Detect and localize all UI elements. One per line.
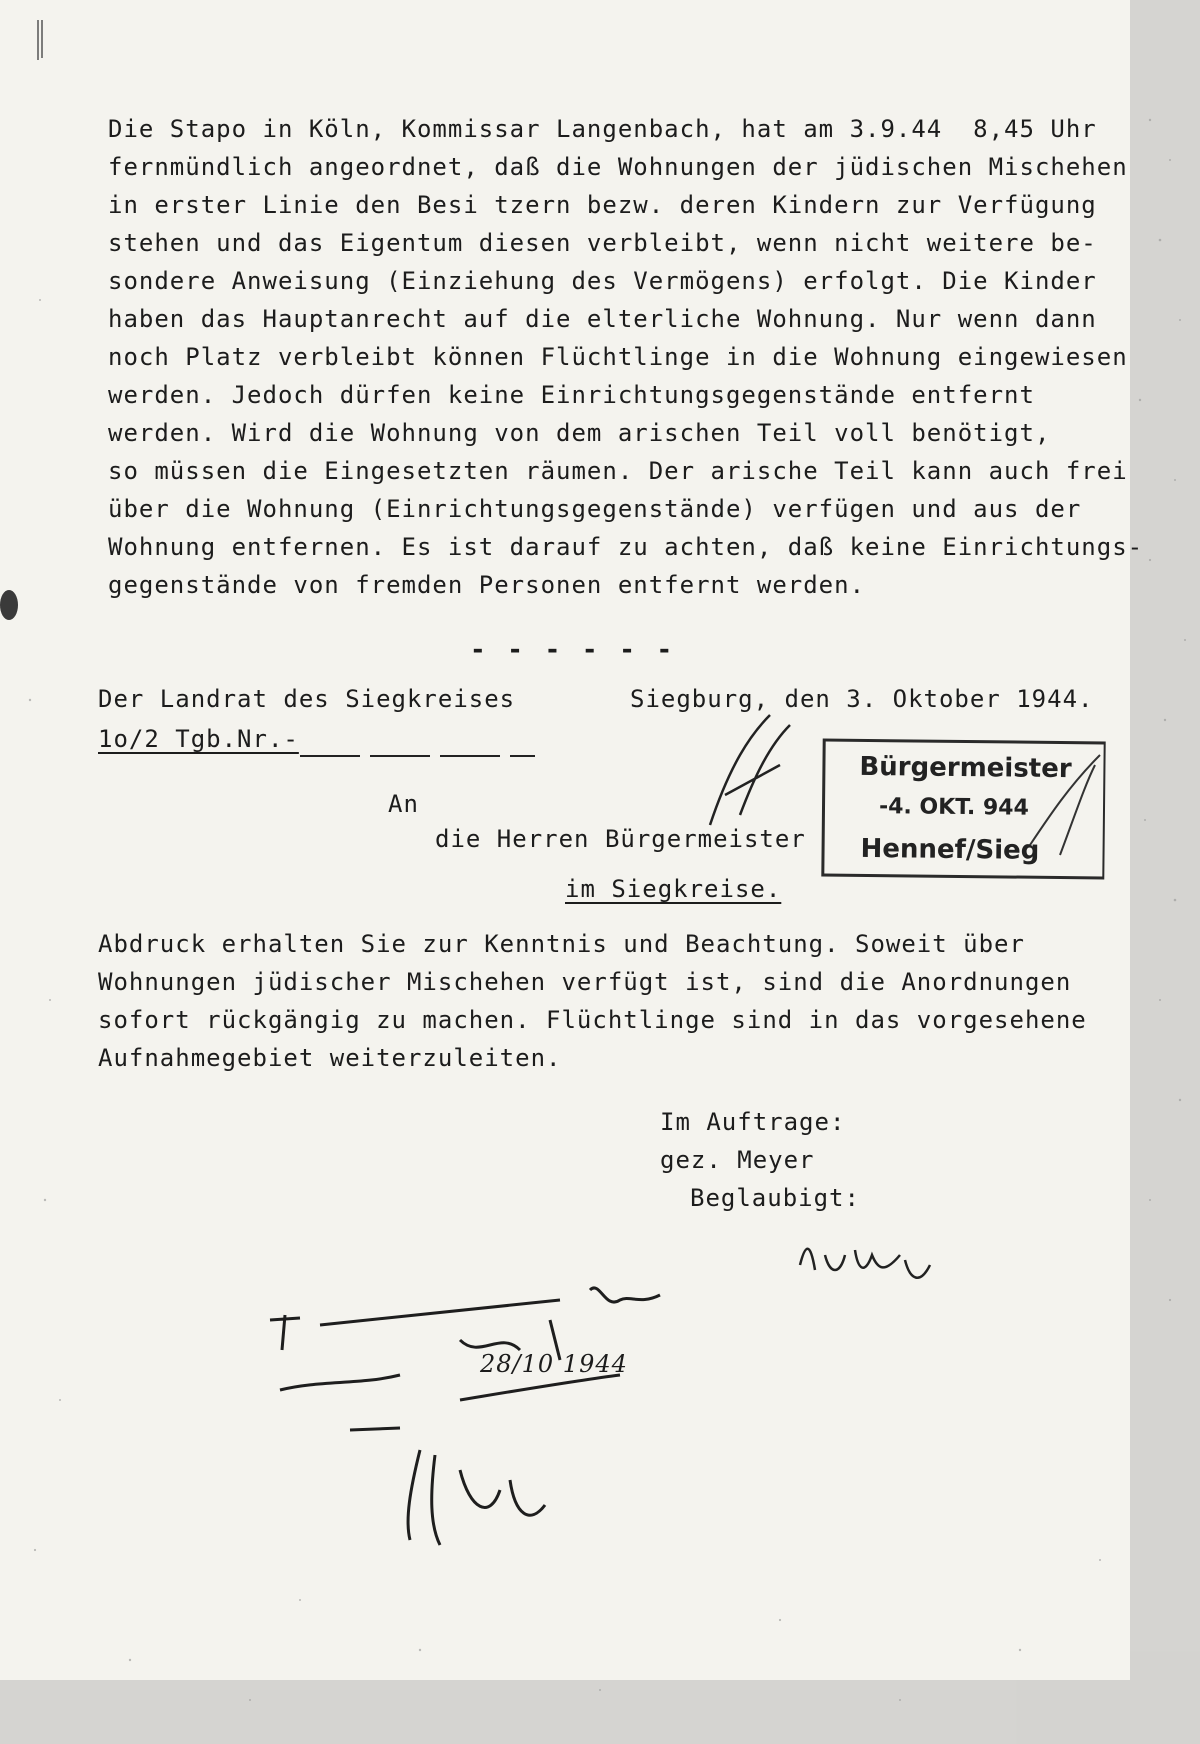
address-district: im Siegkreise. xyxy=(565,875,782,903)
handwritten-signature xyxy=(790,1225,940,1295)
handwritten-initials xyxy=(700,705,820,835)
text-line: gegenstände von fremden Personen entfernt werden. xyxy=(108,571,866,599)
signature-certified: Beglaubigt: xyxy=(690,1184,860,1212)
stamp-scribble xyxy=(1020,745,1120,865)
stamp-date: -4. OKT. 944 xyxy=(878,794,1029,821)
text-line: werden. Jedoch dürfen keine Einrichtungsgegenstände entfernt xyxy=(108,381,1035,409)
punch-hole xyxy=(0,590,18,620)
separator-dashes: - - - - - - xyxy=(470,635,676,665)
address-recipient: die Herren Bürgermeister xyxy=(435,825,806,853)
address-to: An xyxy=(388,790,419,818)
text-line: so müssen die Eingesetzten räumen. Der arische Teil kann auch frei xyxy=(108,457,1128,485)
signature-name: gez. Meyer xyxy=(660,1146,815,1174)
text-line: Abdruck erhalten Sie zur Kenntnis und Beachtung. Soweit über xyxy=(98,930,1025,958)
stamp-place: Hennef/Sieg xyxy=(860,833,1040,866)
stamp-office: Bürgermeister xyxy=(859,751,1072,785)
text-line: werden. Wird die Wohnung von dem arischen Teil voll benötigt, xyxy=(108,419,1051,447)
text-line: sondere Anweisung (Einziehung des Vermögens) erfolgt. Die Kinder xyxy=(108,267,1097,295)
text-line: haben das Hauptanrecht auf die elterliche Wohnung. Nur wenn dann xyxy=(108,305,1097,333)
text-line: stehen und das Eigentum diesen verbleibt, wenn nicht weitere be- xyxy=(108,229,1097,257)
text-line: Wohnungen jüdischer Mischehen verfügt ist, sind die Anordnungen xyxy=(98,968,1072,996)
text-line: noch Platz verbleibt können Flüchtlinge in die Wohnung eingewiesen xyxy=(108,343,1128,371)
place-date: Siegburg, den 3. Oktober 1944. xyxy=(630,685,1094,713)
handwritten-marks xyxy=(260,1280,780,1560)
text-line: über die Wohnung (Einrichtungsgegenstände) verfügen und aus der xyxy=(108,495,1082,523)
text-line: sofort rückgängig zu machen. Flüchtlinge sind in das vorgesehene xyxy=(98,1006,1087,1034)
text-line: fernmündlich angeordnet, daß die Wohnungen der jüdischen Mischehen xyxy=(108,153,1128,181)
signature-auftrag: Im Auftrage: xyxy=(660,1108,846,1136)
text-line: Die Stapo in Köln, Kommissar Langenbach, hat am 3.9.44 8,45 Uhr xyxy=(108,115,1097,143)
handwritten-date: 28/10 1944 xyxy=(480,1350,628,1378)
text-line: Aufnahmegebiet weiterzuleiten. xyxy=(98,1044,562,1072)
reference-number: 1o/2 Tgb.Nr.- xyxy=(98,725,299,753)
reference-underline xyxy=(300,752,535,760)
sender-office: Der Landrat des Siegkreises xyxy=(98,685,516,713)
text-line: Wohnung entfernen. Es ist darauf zu achten, daß keine Einrichtungs- xyxy=(108,533,1144,561)
text-line: in erster Linie den Besi tzern bezw. deren Kindern zur Verfügung xyxy=(108,191,1097,219)
